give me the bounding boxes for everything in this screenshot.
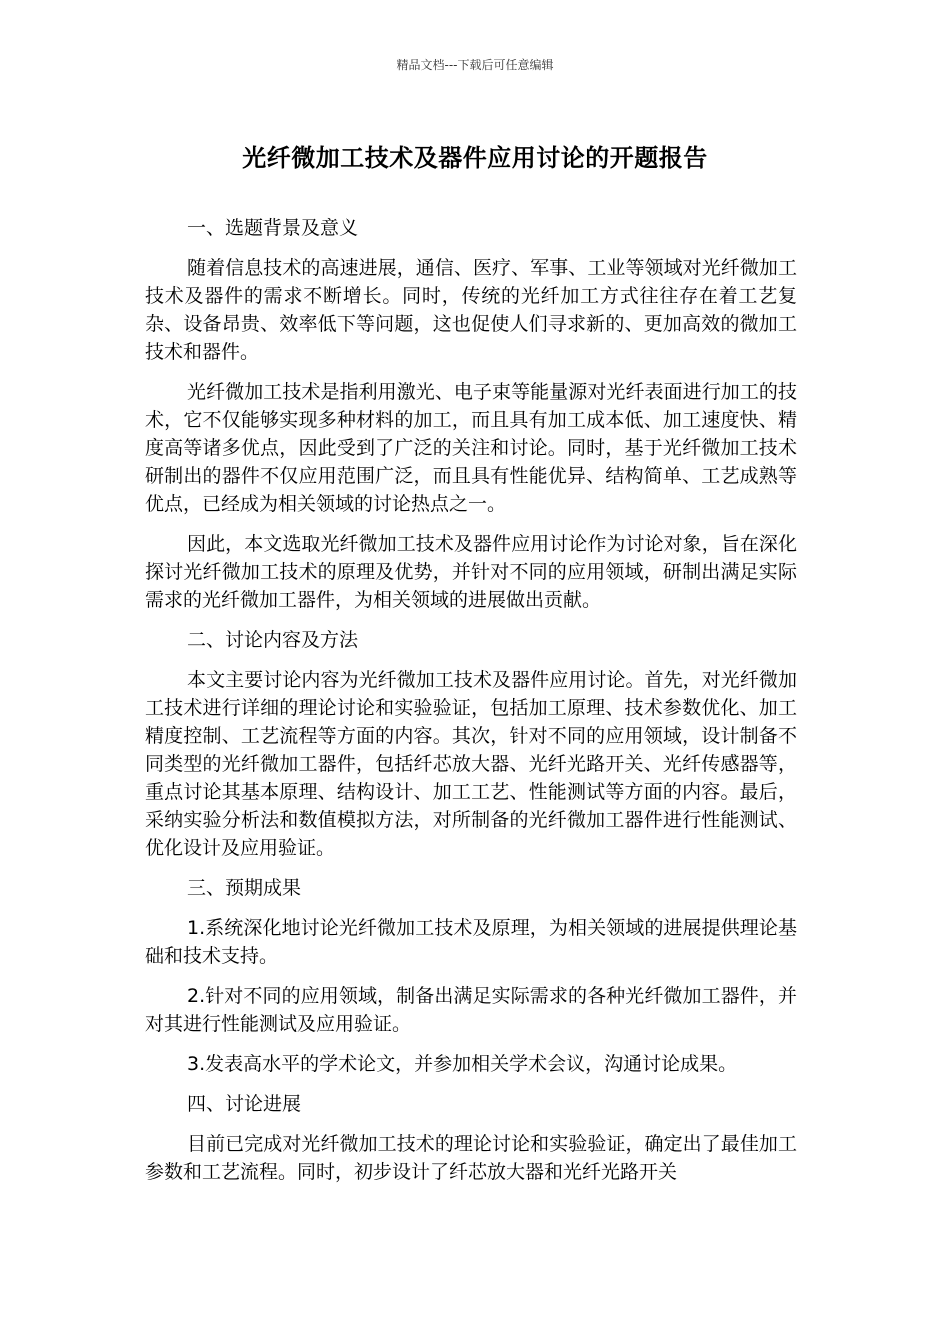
paragraph: 目前已完成对光纤微加工技术的理论讨论和实验验证，确定出了最佳加工参数和工艺流程。同时，初步设计了纤芯放大器和光纤光路开关 bbox=[145, 1133, 797, 1183]
paragraph: 1.系统深化地讨论光纤微加工技术及原理，为相关领域的进展提供理论基础和技术支持。 bbox=[145, 917, 797, 967]
paragraph: 光纤微加工技术是指利用激光、电子束等能量源对光纤表面进行加工的技术，它不仅能够实现多种材料的加工，而且具有加工成本低、加工速度快、精度高等诸多优点，因此受到了广泛的关注和讨论。同时，基于光纤微加工技术研制出的器件不仅应用范围广泛，而且具有性能优异、结构简单、工艺成熟等优点，已经成为相关领域的讨论热点之一。 bbox=[145, 381, 797, 515]
paragraph: 2.针对不同的应用领域，制备出满足实际需求的各种光纤微加工器件，并对其进行性能测试及应用验证。 bbox=[145, 985, 797, 1035]
section-heading-expected-results: 三、预期成果 bbox=[187, 877, 302, 899]
document-body bbox=[145, 214, 797, 1198]
paragraph: 随着信息技术的高速进展，通信、医疗、军事、工业等领域对光纤微加工技术及器件的需求不断增长。同时，传统的光纤加工方式往往存在着工艺复杂、设备昂贵、效率低下等问题，这也促使人们寻求新的、更加高效的微加工技术和器件。 bbox=[145, 257, 797, 363]
paragraph: 因此，本文选取光纤微加工技术及器件应用讨论作为讨论对象，旨在深化探讨光纤微加工技术的原理及优势，并针对不同的应用领域，研制出满足实际需求的光纤微加工器件，为相关领域的进展做出贡献。 bbox=[145, 533, 797, 611]
document-title: 光纤微加工技术及器件应用讨论的开题报告 bbox=[242, 144, 708, 172]
section-heading-content-method: 二、讨论内容及方法 bbox=[187, 629, 359, 651]
section-heading-progress: 四、讨论进展 bbox=[187, 1093, 302, 1115]
page-header: 精品文档---下载后可任意编辑 bbox=[396, 58, 554, 72]
paragraph: 3.发表高水平的学术论文，并参加相关学术会议，沟通讨论成果。 bbox=[187, 1053, 738, 1075]
section-heading-background: 一、选题背景及意义 bbox=[187, 217, 359, 239]
paragraph: 本文主要讨论内容为光纤微加工技术及器件应用讨论。首先，对光纤微加工技术进行详细的理论讨论和实验验证，包括加工原理、技术参数优化、加工精度控制、工艺流程等方面的内容。其次，针对不同的应用领域，设计制备不同类型的光纤微加工器件，包括纤芯放大器、光纤光路开关、光纤传感器等，重点讨论其基本原理、结构设计、加工工艺、性能测试等方面的内容。最后，采纳实验分析法和数值模拟方法，对所制备的光纤微加工器件进行性能测试、优化设计及应用验证。 bbox=[145, 669, 797, 859]
